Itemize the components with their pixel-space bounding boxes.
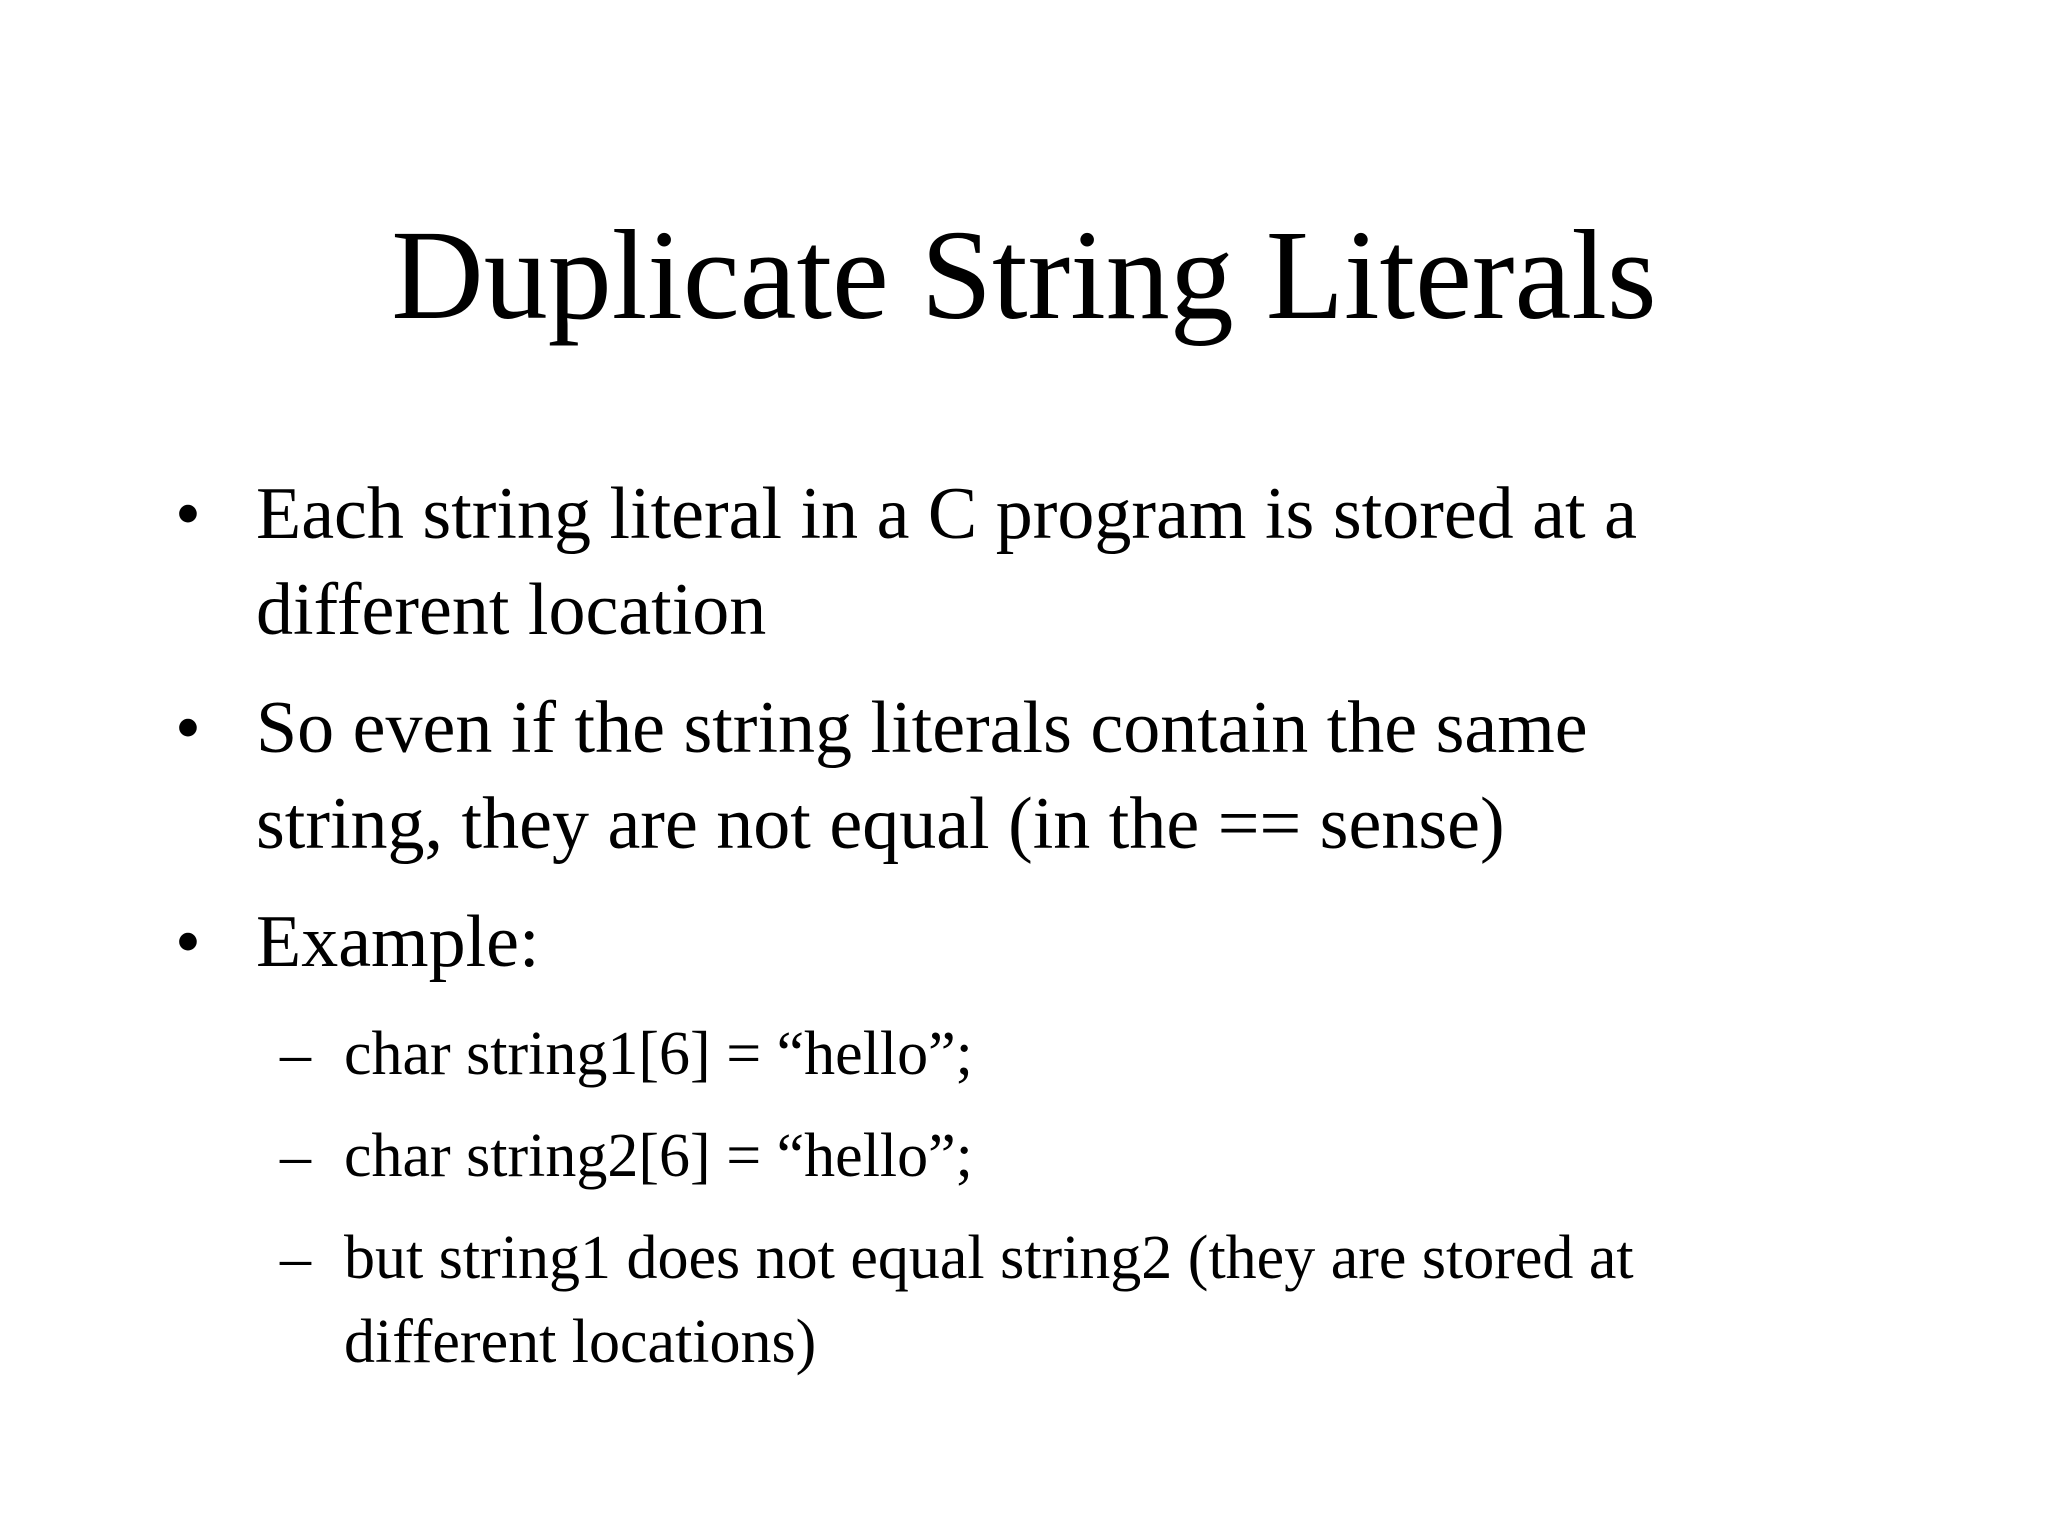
sub-bullet-item: [270, 1114, 1870, 1198]
slide-title: Duplicate String Literals: [391, 204, 1657, 346]
bullet-line: Each string literal in a C program is stored at a: [256, 473, 1637, 555]
sub-bullet-text: [344, 1012, 1874, 1096]
dash-marker: –: [280, 1224, 311, 1292]
bullet-line: string, they are not equal (in the == sense): [256, 783, 1505, 865]
dash-marker: –: [280, 1122, 311, 1190]
bullet-marker: •: [175, 473, 201, 555]
sub-bullet-line: different locations): [344, 1308, 817, 1376]
sub-bullet-item: [270, 1012, 1870, 1096]
dash-marker: –: [280, 1020, 311, 1088]
bullet-text: [256, 894, 1896, 990]
bullet-marker: •: [175, 901, 201, 983]
sub-bullet-line: but string1 does not equal string2 (they are stored at: [344, 1224, 1634, 1292]
bullet-text: [256, 680, 1896, 872]
bullet-line: Example:: [256, 901, 540, 983]
sub-bullet-text: [344, 1114, 1874, 1198]
code-line: char string1[6] = “hello”;: [344, 1020, 973, 1088]
sub-bullet-item: [270, 1216, 1870, 1384]
sub-bullet-text: [344, 1216, 1874, 1384]
bullet-line: So even if the string literals contain the same: [256, 687, 1588, 769]
bullet-marker: •: [175, 687, 201, 769]
bullet-text: [256, 466, 1896, 658]
code-line: char string2[6] = “hello”;: [344, 1122, 973, 1190]
bullet-item: [150, 894, 1850, 990]
bullet-item: [150, 466, 1850, 658]
bullet-item: [150, 680, 1850, 872]
bullet-line: different location: [256, 569, 767, 651]
